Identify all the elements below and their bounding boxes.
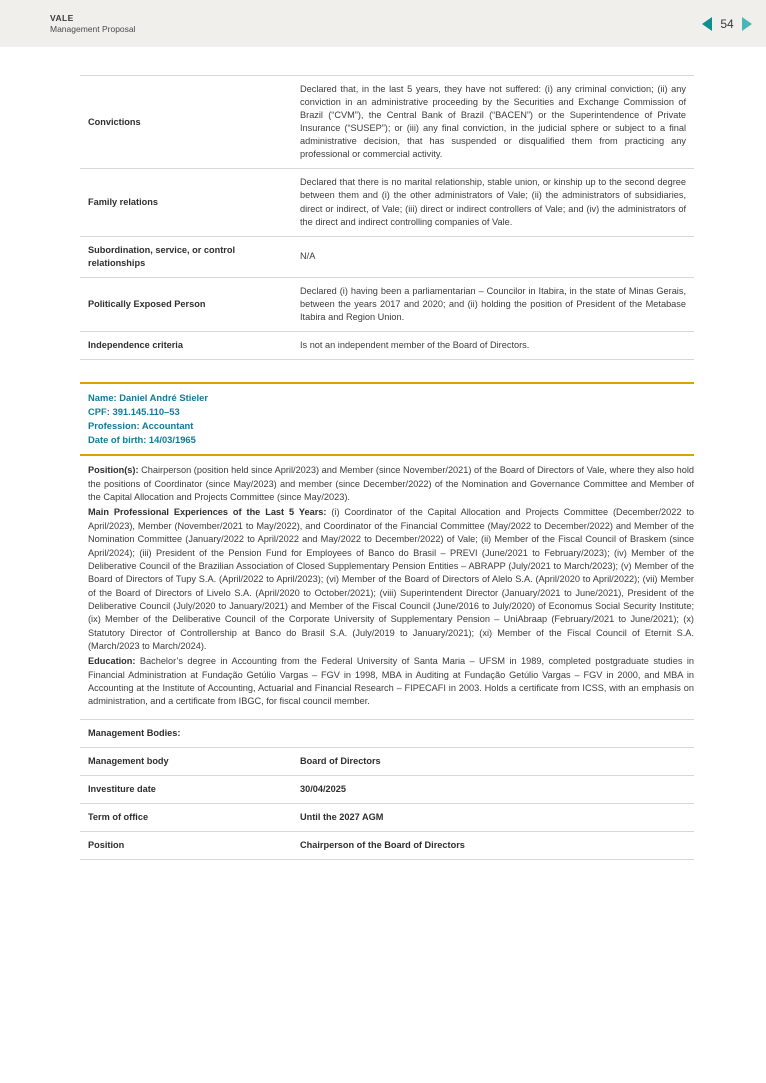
- person-identity-block: [80, 382, 694, 456]
- row-label: Convictions: [80, 76, 292, 169]
- table-row: [80, 236, 694, 277]
- row-label: Term of office: [80, 803, 292, 831]
- experience-label: Main Professional Experiences of the Last 5 Years:: [88, 507, 327, 518]
- page-header: [0, 0, 766, 47]
- education-paragraph: [88, 655, 694, 708]
- management-bodies-table: [80, 719, 694, 860]
- table-row: [80, 76, 694, 169]
- page-number: 54: [720, 16, 734, 31]
- page-navigation[interactable]: [702, 17, 752, 31]
- row-value: 30/04/2025: [292, 775, 694, 803]
- person-birthdate: Date of birth: 14/03/1965: [88, 434, 196, 446]
- table-row: [80, 169, 694, 236]
- row-label: Independence criteria: [80, 331, 292, 359]
- positions-text: Chairperson (position held since April/2023) and Member (since November/2021) of the Board of Directors of Vale, where they also hold the positions of Coordinator (since May/2023) and member (since December/2022) of the Nomination and Governance Committee and Member of the Capital Allocation and Projects Committee (since May/2023).: [88, 465, 694, 503]
- row-value: Is not an independent member of the Board of Directors.: [292, 331, 694, 359]
- row-label: Family relations: [80, 169, 292, 236]
- experience-text: (i) Coordinator of the Capital Allocation and Projects Committee (December/2022 to April/2023), Member (November/2021 to May/2022), and Coordinator of the Financial Committee (May/2022 to December/2022) and Member of the Nomination Committee (January/2022 to April/2022 and May/2022 to December/2022) of Vale; (ii) Member of the Fiscal Council of Braskem (since April/2024); (iii) President of the Pension Fund for Employees of Banco do Brasil – PREVI (June/2021 to February/2023); (iv) Member of the Deliberative Council of the Brazilian Association of Closed Supplementary Pension Entities – ABRAPP (July/2021 to March/2023); (v) Member of the Board of Directors of Tupy S.A. (April/2022 to April/2023); (vi) Member of the Board of Directors of Alelo S.A. (April/2020 to April/2022); (vii) Member of the Board of Directors of Livelo S.A. (April/2020 to October/2021); (viii) Superintendent Director (January/2021 to June/2021), President of the Deliberative Council (July/2020 to January/2021) and Member of the Fiscal Council (June/2016 to July/2020) of Economus Social Security Institute; (ix) Member of the Deliberative Council of the Corporate University of Supplementary Pension – UniAbraap (February/2021 to June/2021); (x) Statutory Director of Controllership at Banco do Brasil S.A. (July/2019 to January/2021); (xi) Member of the Fiscal Council of Eternit S.A. (March/2023 to March/2024).: [88, 507, 695, 651]
- management-bodies-heading: Management Bodies:: [80, 719, 694, 747]
- triangle-right-icon[interactable]: [742, 17, 752, 31]
- experience-paragraph: [88, 506, 694, 653]
- triangle-left-icon[interactable]: [702, 17, 712, 31]
- document-subtitle: Management Proposal: [50, 23, 136, 34]
- row-label: Subordination, service, or control relationships: [80, 236, 292, 277]
- person-profession: Profession: Accountant: [88, 420, 194, 432]
- table-row: [80, 803, 694, 831]
- row-value: N/A: [292, 236, 694, 277]
- row-label: Politically Exposed Person: [80, 277, 292, 331]
- row-value: Chairperson of the Board of Directors: [292, 831, 694, 859]
- table-header-row: [80, 719, 694, 747]
- person-biography: [80, 456, 694, 708]
- row-value: Declared that, in the last 5 years, they have not suffered: (i) any criminal conviction; (ii) any conviction in an administrative proceeding by the Securities and Exchange Commission of Brazil (“CVM”), the Central Bank of Brazil (“BACEN”) or the Superintendence of Private Insurance (“SUSEP”); or (iii) any final conviction, in the judicial sphere or subject to a final administrative decision, that has suspended or disqualified them from practicing any professional or commercial activity.: [292, 76, 694, 169]
- table-row: [80, 747, 694, 775]
- table-row: [80, 331, 694, 359]
- positions-paragraph: [88, 464, 694, 504]
- header-branding: [50, 13, 136, 34]
- education-label: Education:: [88, 656, 136, 667]
- table-row: [80, 831, 694, 859]
- positions-label: Position(s):: [88, 465, 139, 476]
- row-value: Until the 2027 AGM: [292, 803, 694, 831]
- row-label: Management body: [80, 747, 292, 775]
- table-row: [80, 277, 694, 331]
- row-value: Board of Directors: [292, 747, 694, 775]
- table-row: [80, 775, 694, 803]
- person-cpf: CPF: 391.145.110–53: [88, 406, 180, 418]
- declarations-table: [80, 75, 694, 360]
- row-label: Investiture date: [80, 775, 292, 803]
- person-name: Name: Daniel André Stieler: [88, 392, 209, 403]
- row-value: Declared that there is no marital relationship, stable union, or kinship up to the second degree between them and (i) the other administrators of Vale; (ii) the administrators of subsidiaries, direct or indirect, of Vale; (iii) direct or indirect controllers of Vale; and (iv) the administrators of the direct and indirect controlling companies of Vale.: [292, 169, 694, 236]
- company-name: VALE: [50, 12, 74, 23]
- page-content: [0, 47, 766, 860]
- education-text: Bachelor’s degree in Accounting from the Federal University of Santa Maria – UFSM in 1989, completed postgraduate studies in Financial Administration at Fundação Getúlio Vargas – FGV in 1998, MBA in Auditing at Fundação Getúlio Vargas – FGV in 2000, and MBA in Accounting at the Institute of Accounting, Actuarial and Financial Research – FIPECAFI in 2003. Holds a certificate from ICSS, with an emphasis on administration, and a certificate from IBGC, for fiscal council member.: [88, 656, 694, 707]
- row-value: Declared (i) having been a parliamentarian – Councilor in Itabira, in the state of Minas Gerais, between the years 2017 and 2020; and (ii) holding the position of President of the Metabase Itabira and Region Union.: [292, 277, 694, 331]
- row-label: Position: [80, 831, 292, 859]
